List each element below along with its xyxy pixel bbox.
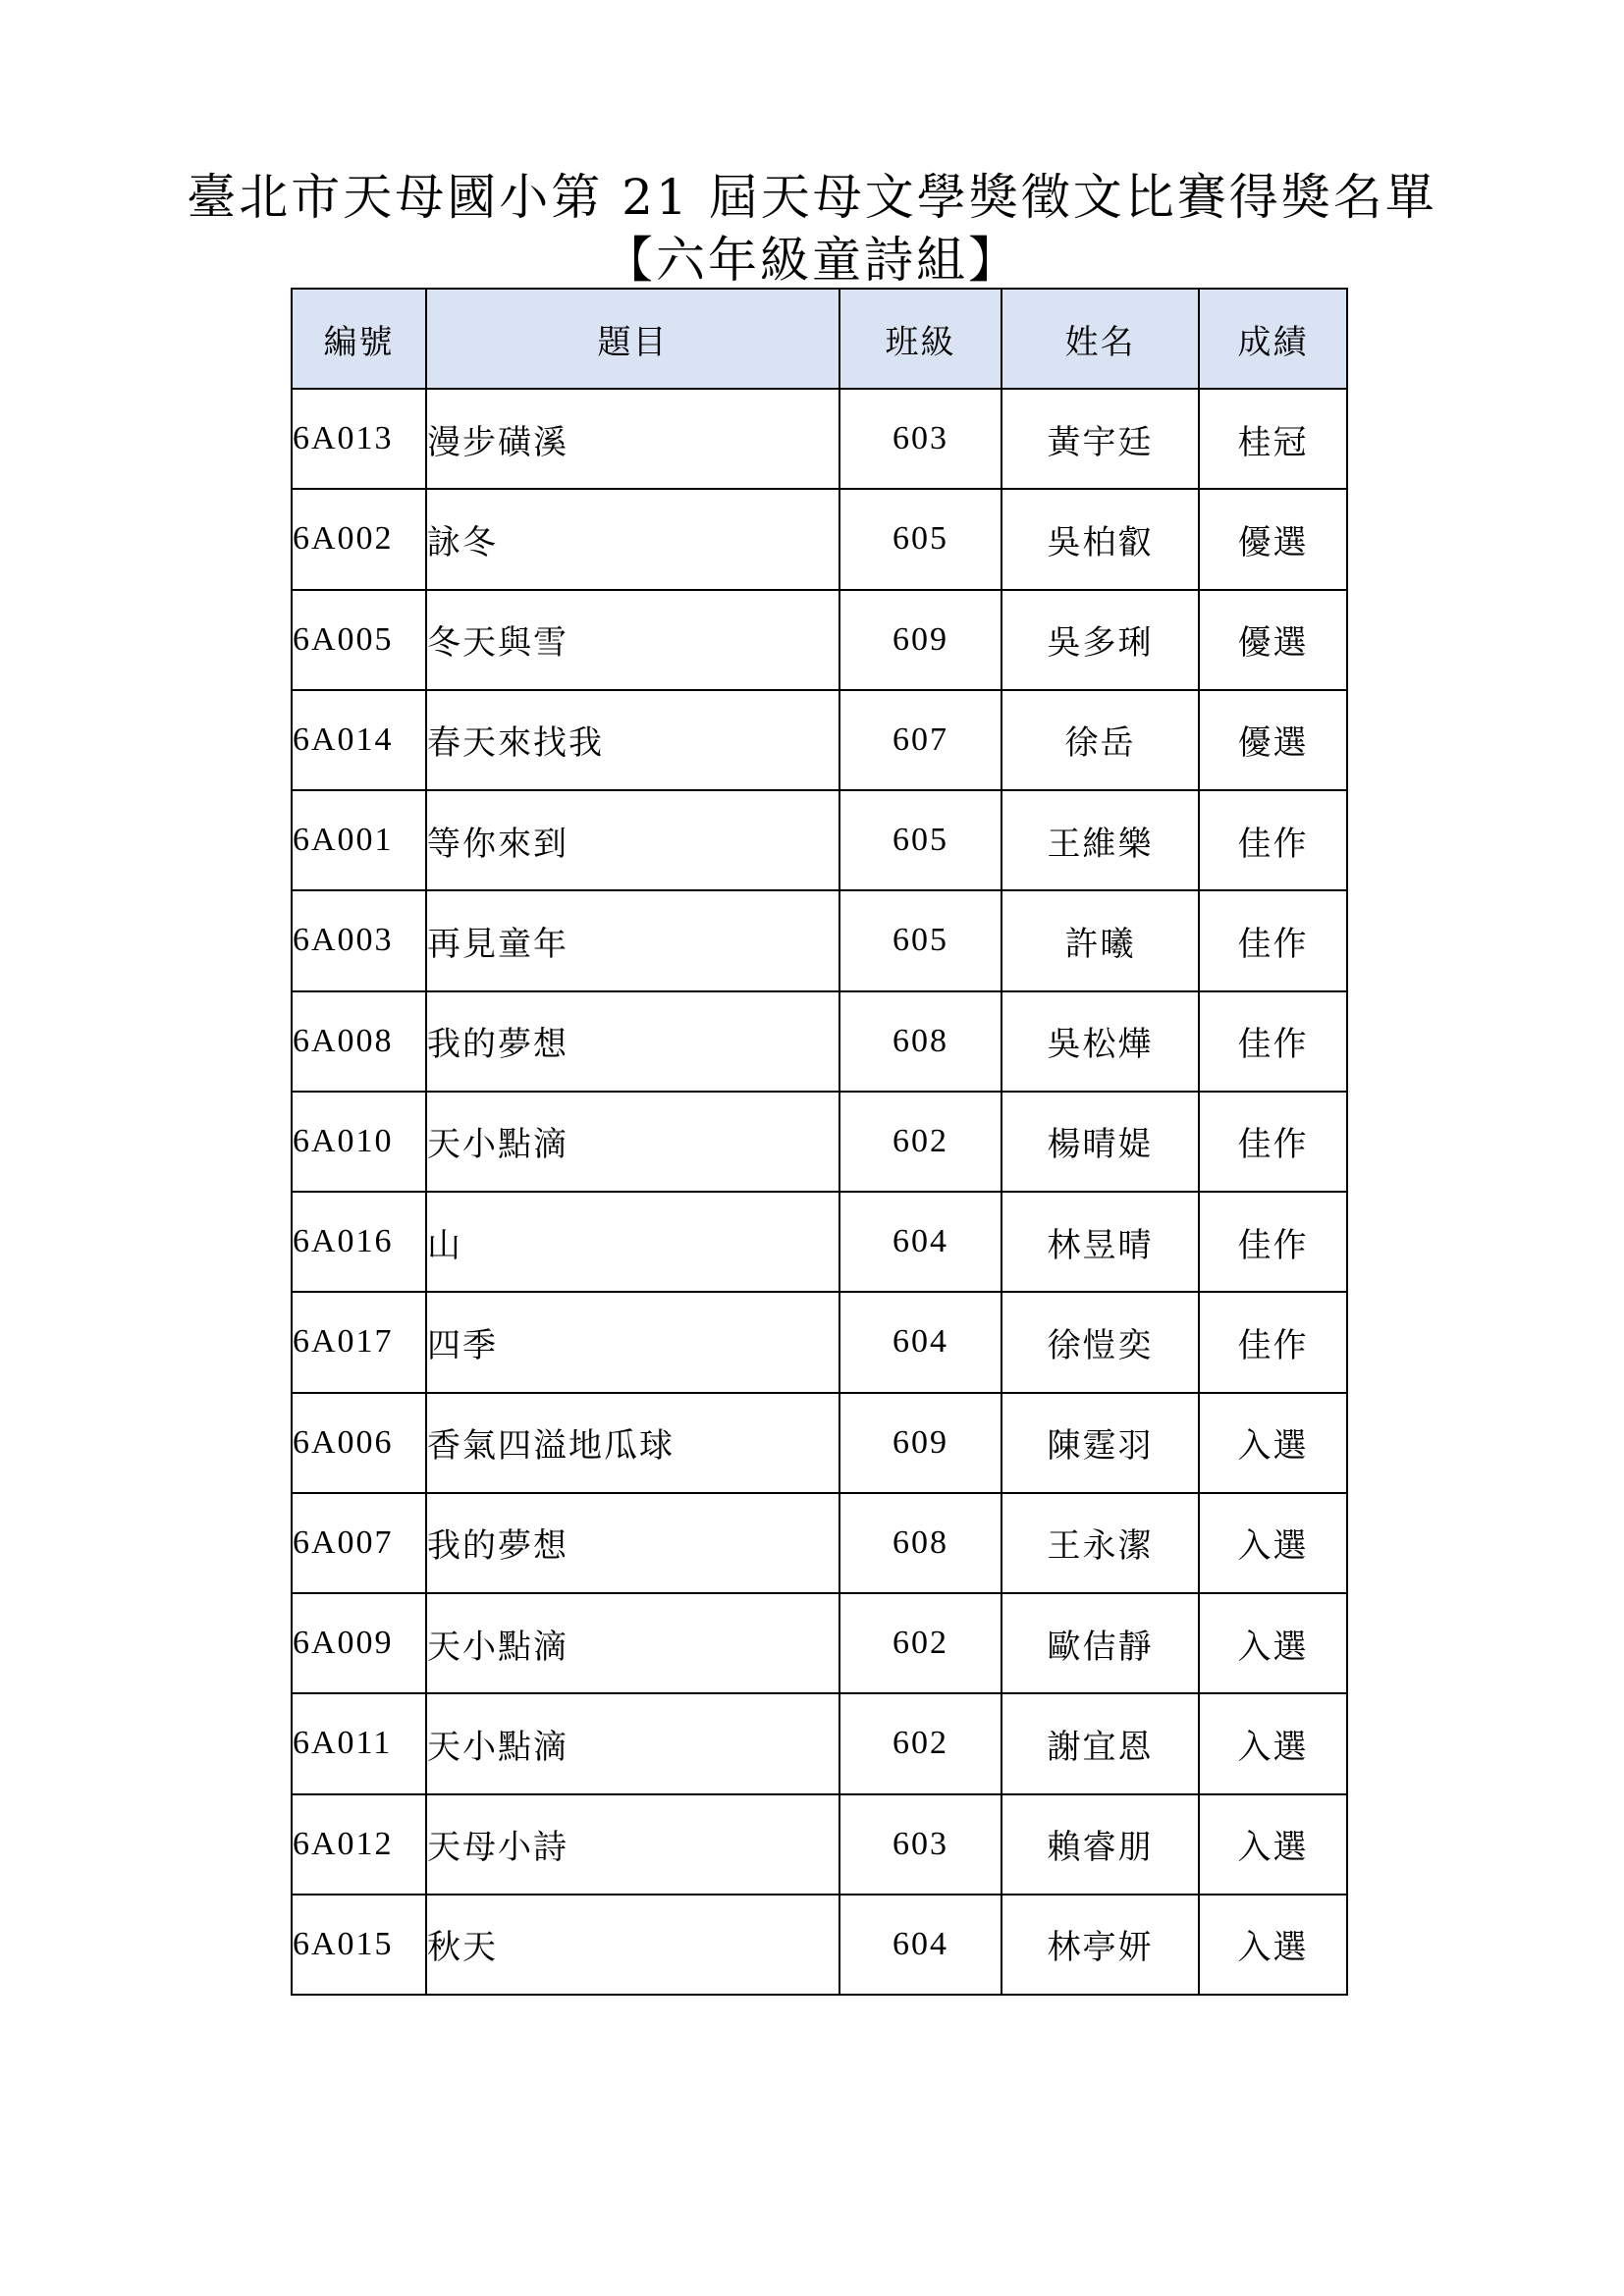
cell-title: 天小點滴 bbox=[426, 1092, 839, 1192]
header-cell-title: 題目 bbox=[426, 289, 839, 389]
document-title: 臺北市天母國小第 21 屆天母文學獎徵文比賽得獎名單 bbox=[187, 169, 1437, 226]
cell-title: 我的夢想 bbox=[426, 991, 839, 1092]
cell-name: 徐岳 bbox=[1001, 690, 1199, 790]
cell-title: 天母小詩 bbox=[426, 1794, 839, 1895]
cell-id: 6A002 bbox=[292, 489, 426, 589]
cell-result: 入選 bbox=[1199, 1794, 1347, 1895]
cell-title: 春天來找我 bbox=[426, 690, 839, 790]
cell-id: 6A005 bbox=[292, 590, 426, 690]
cell-class: 603 bbox=[839, 389, 1001, 489]
cell-result: 佳作 bbox=[1199, 1092, 1347, 1192]
table-row bbox=[292, 590, 1347, 690]
cell-title: 再見童年 bbox=[426, 890, 839, 990]
cell-name: 黃宇廷 bbox=[1001, 389, 1199, 489]
cell-title: 天小點滴 bbox=[426, 1693, 839, 1793]
table-row bbox=[292, 690, 1347, 790]
cell-name: 吳多琍 bbox=[1001, 590, 1199, 690]
table-row bbox=[292, 1393, 1347, 1493]
cell-result: 入選 bbox=[1199, 1393, 1347, 1493]
cell-id: 6A011 bbox=[292, 1693, 426, 1793]
table-row bbox=[292, 1895, 1347, 1995]
cell-class: 609 bbox=[839, 590, 1001, 690]
cell-id: 6A012 bbox=[292, 1794, 426, 1895]
cell-id: 6A001 bbox=[292, 790, 426, 890]
cell-class: 608 bbox=[839, 1493, 1001, 1593]
document-subtitle: 【六年級童詩組】 bbox=[604, 232, 1020, 289]
header-cell-class: 班級 bbox=[839, 289, 1001, 389]
cell-result: 佳作 bbox=[1199, 1192, 1347, 1292]
table-row bbox=[292, 1593, 1347, 1693]
cell-result: 佳作 bbox=[1199, 890, 1347, 990]
cell-title: 詠冬 bbox=[426, 489, 839, 589]
cell-id: 6A010 bbox=[292, 1092, 426, 1192]
header-cell-name: 姓名 bbox=[1001, 289, 1199, 389]
cell-id: 6A006 bbox=[292, 1393, 426, 1493]
cell-class: 605 bbox=[839, 790, 1001, 890]
table-row bbox=[292, 1192, 1347, 1292]
cell-title: 山 bbox=[426, 1192, 839, 1292]
cell-result: 入選 bbox=[1199, 1693, 1347, 1793]
cell-name: 謝宜恩 bbox=[1001, 1693, 1199, 1793]
cell-result: 入選 bbox=[1199, 1895, 1347, 1995]
cell-class: 608 bbox=[839, 991, 1001, 1092]
cell-result: 佳作 bbox=[1199, 991, 1347, 1092]
cell-result: 優選 bbox=[1199, 489, 1347, 589]
cell-class: 604 bbox=[839, 1292, 1001, 1392]
cell-id: 6A016 bbox=[292, 1192, 426, 1292]
cell-class: 604 bbox=[839, 1192, 1001, 1292]
table-row bbox=[292, 991, 1347, 1092]
table-body bbox=[292, 389, 1347, 1995]
cell-title: 漫步磺溪 bbox=[426, 389, 839, 489]
cell-result: 佳作 bbox=[1199, 1292, 1347, 1392]
cell-title: 秋天 bbox=[426, 1895, 839, 1995]
results-table bbox=[291, 288, 1348, 1996]
cell-id: 6A009 bbox=[292, 1593, 426, 1693]
cell-result: 優選 bbox=[1199, 690, 1347, 790]
table-row bbox=[292, 1794, 1347, 1895]
table-row bbox=[292, 489, 1347, 589]
cell-name: 林昱晴 bbox=[1001, 1192, 1199, 1292]
cell-id: 6A014 bbox=[292, 690, 426, 790]
cell-result: 入選 bbox=[1199, 1493, 1347, 1593]
cell-name: 吳柏叡 bbox=[1001, 489, 1199, 589]
cell-class: 602 bbox=[839, 1593, 1001, 1693]
cell-name: 歐佶靜 bbox=[1001, 1593, 1199, 1693]
table-row bbox=[292, 1493, 1347, 1593]
cell-class: 607 bbox=[839, 690, 1001, 790]
table-row bbox=[292, 1693, 1347, 1793]
cell-name: 楊晴媞 bbox=[1001, 1092, 1199, 1192]
cell-title: 香氣四溢地瓜球 bbox=[426, 1393, 839, 1493]
cell-result: 佳作 bbox=[1199, 790, 1347, 890]
cell-name: 王永潔 bbox=[1001, 1493, 1199, 1593]
cell-title: 等你來到 bbox=[426, 790, 839, 890]
cell-result: 桂冠 bbox=[1199, 389, 1347, 489]
cell-name: 許曦 bbox=[1001, 890, 1199, 990]
cell-id: 6A008 bbox=[292, 991, 426, 1092]
cell-title: 冬天與雪 bbox=[426, 590, 839, 690]
cell-class: 602 bbox=[839, 1092, 1001, 1192]
table-row bbox=[292, 389, 1347, 489]
cell-class: 604 bbox=[839, 1895, 1001, 1995]
cell-name: 賴睿朋 bbox=[1001, 1794, 1199, 1895]
cell-name: 陳霆羽 bbox=[1001, 1393, 1199, 1493]
cell-name: 吳松燁 bbox=[1001, 991, 1199, 1092]
cell-result: 優選 bbox=[1199, 590, 1347, 690]
table-row bbox=[292, 1092, 1347, 1192]
cell-class: 605 bbox=[839, 489, 1001, 589]
cell-title: 天小點滴 bbox=[426, 1593, 839, 1693]
cell-class: 602 bbox=[839, 1693, 1001, 1793]
cell-id: 6A003 bbox=[292, 890, 426, 990]
cell-name: 王維樂 bbox=[1001, 790, 1199, 890]
cell-id: 6A015 bbox=[292, 1895, 426, 1995]
cell-name: 徐愷奕 bbox=[1001, 1292, 1199, 1392]
cell-title: 四季 bbox=[426, 1292, 839, 1392]
table-header-row bbox=[292, 289, 1347, 389]
cell-class: 603 bbox=[839, 1794, 1001, 1895]
cell-name: 林亭妍 bbox=[1001, 1895, 1199, 1995]
cell-class: 605 bbox=[839, 890, 1001, 990]
table-row bbox=[292, 890, 1347, 990]
cell-id: 6A017 bbox=[292, 1292, 426, 1392]
cell-id: 6A013 bbox=[292, 389, 426, 489]
header-cell-id: 編號 bbox=[292, 289, 426, 389]
header-cell-result: 成績 bbox=[1199, 289, 1347, 389]
cell-class: 609 bbox=[839, 1393, 1001, 1493]
table-row bbox=[292, 1292, 1347, 1392]
cell-title: 我的夢想 bbox=[426, 1493, 839, 1593]
cell-result: 入選 bbox=[1199, 1593, 1347, 1693]
table-row bbox=[292, 790, 1347, 890]
cell-id: 6A007 bbox=[292, 1493, 426, 1593]
